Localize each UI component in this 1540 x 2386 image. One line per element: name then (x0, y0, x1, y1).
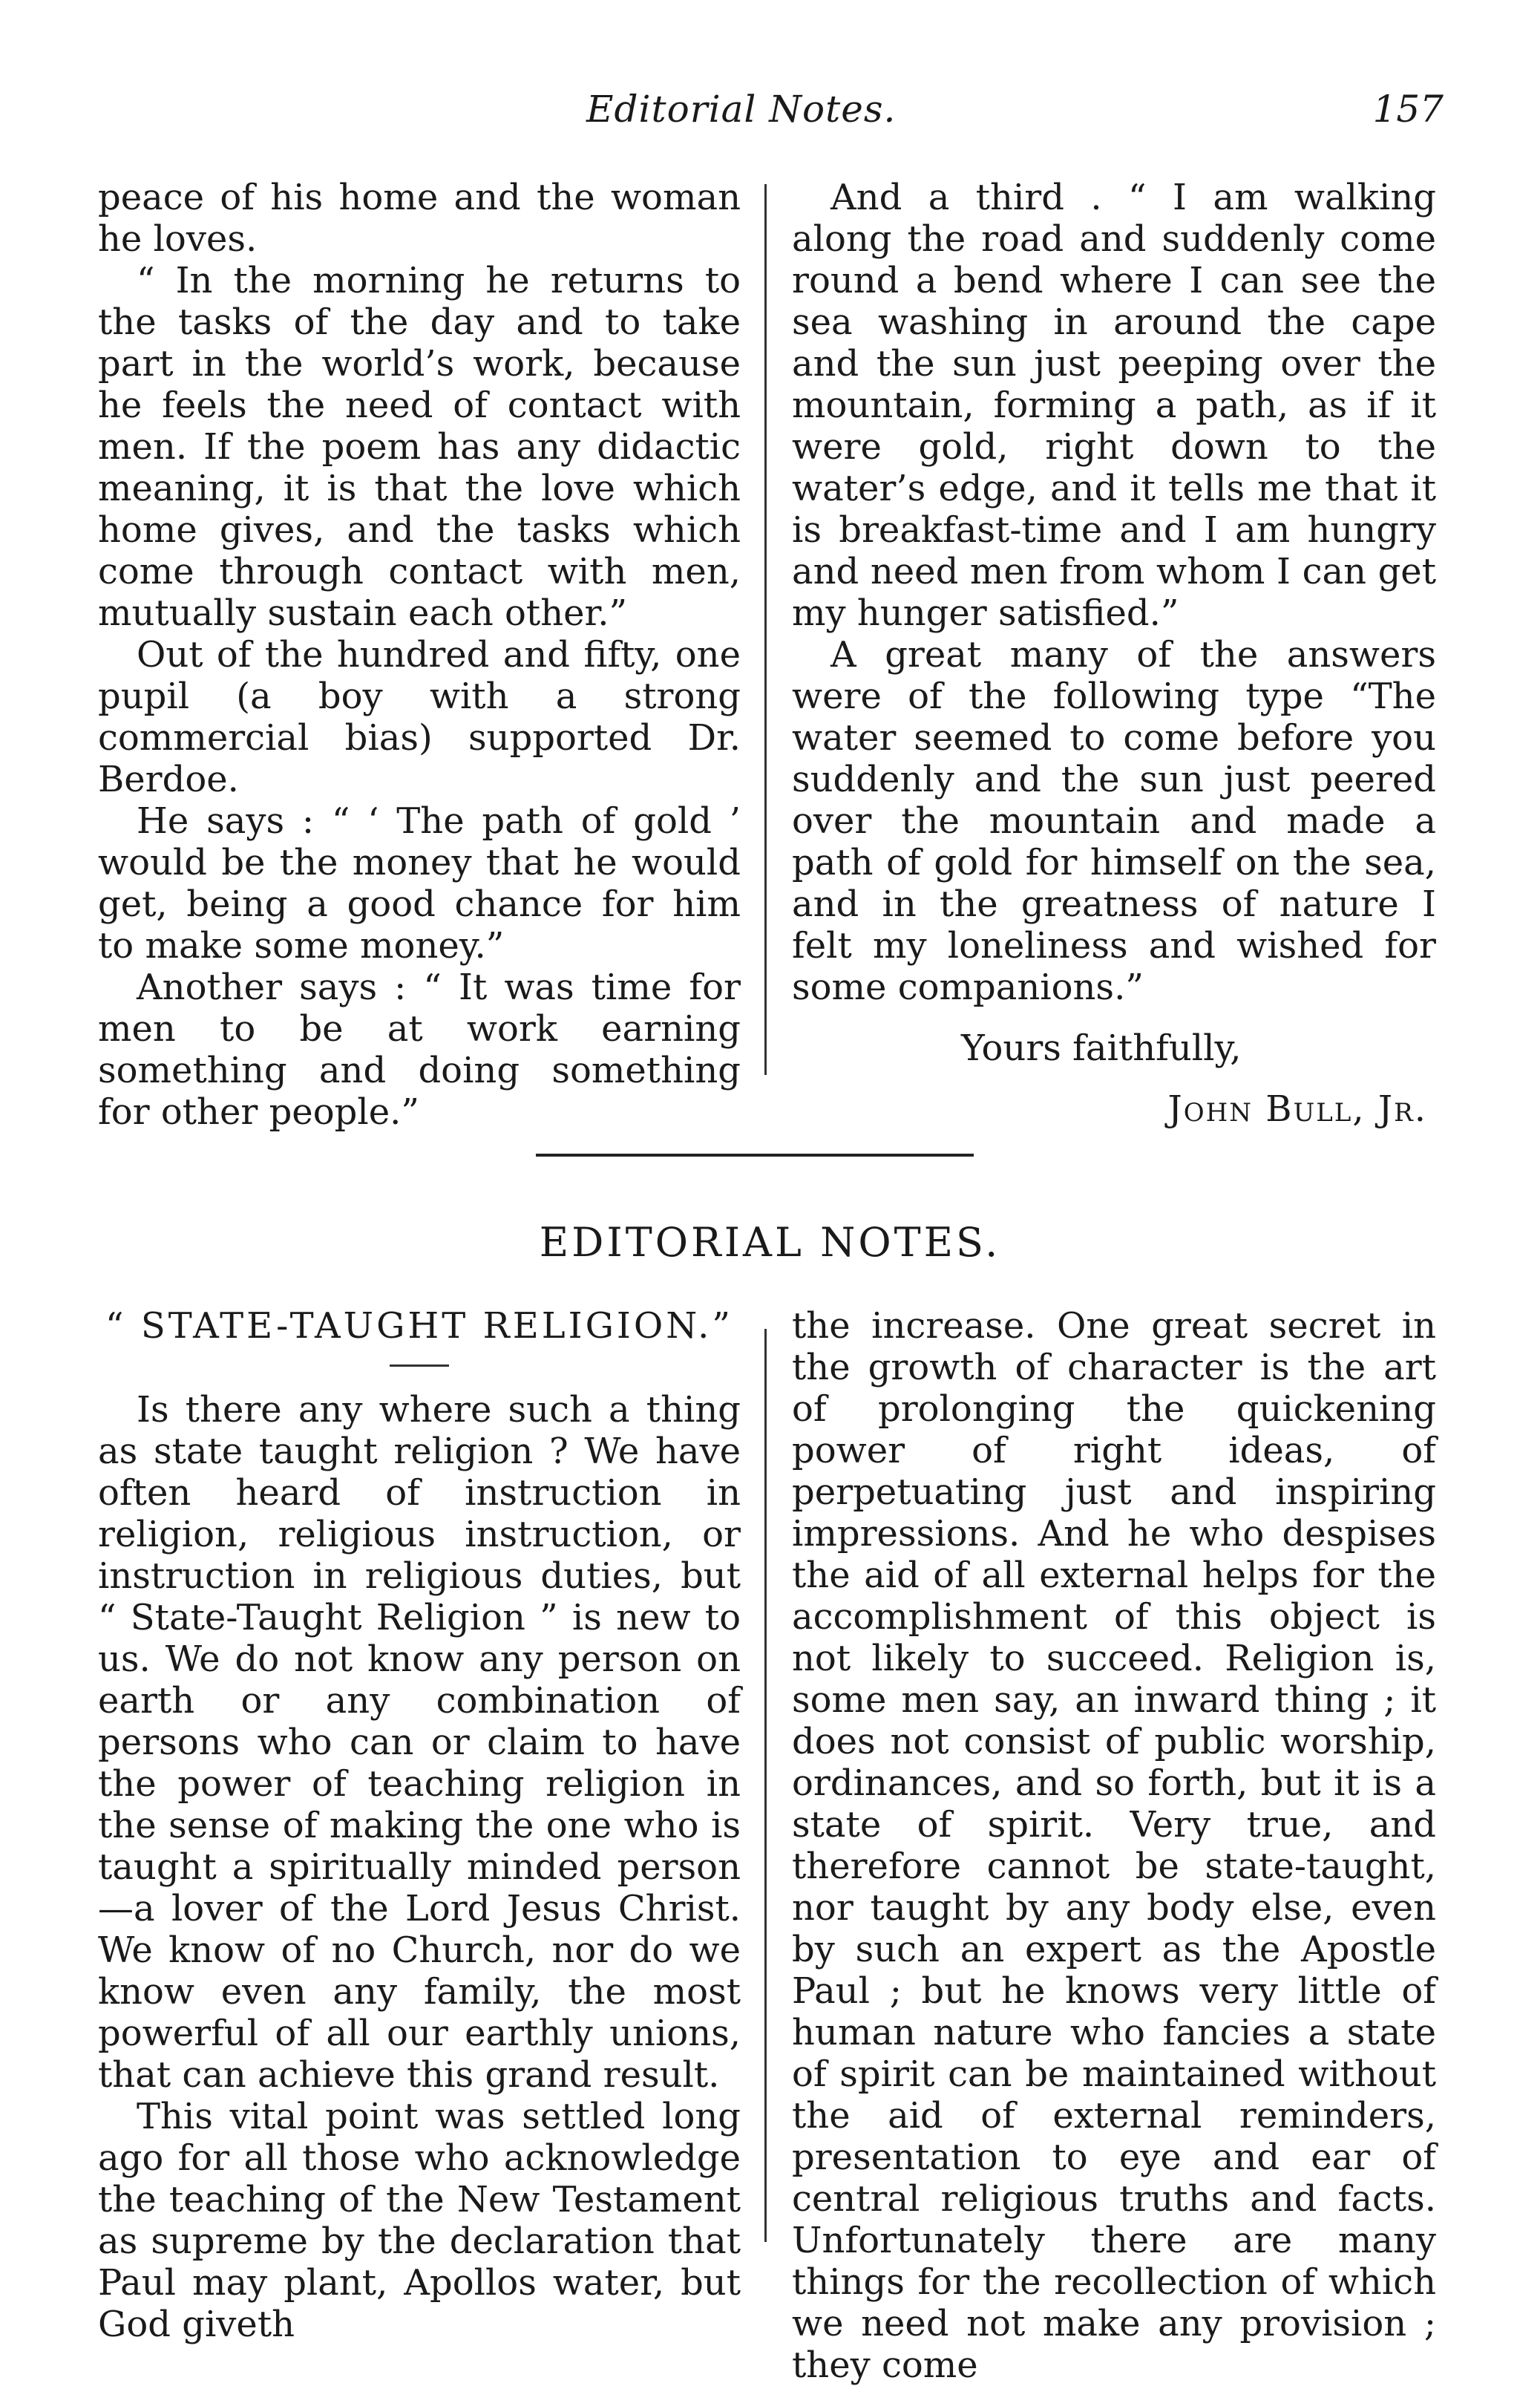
letter-right-column (792, 177, 1436, 1130)
letter-paragraph: And a third . “ I am walking along the road and suddenly come round a bend where I can see the sea washing in around the cape and the sun just peeping over the mountain, forming a path, as if it were gold, right down to the water’s edge, and it tells me that it is breakfast-time and I am hungry and need men from whom I can get my hunger satisfied.” (792, 177, 1436, 634)
heading-rule (390, 1364, 449, 1367)
section-title: EDITORIAL NOTES. (539, 1219, 1001, 1266)
letter-closing: Yours faithfully, (961, 1027, 1242, 1069)
letter-signature: John Bull, Jr. (1167, 1088, 1427, 1130)
article-left-column (98, 1305, 741, 2345)
section-divider (536, 1154, 974, 1157)
column-divider (764, 184, 767, 1075)
letter-paragraph: He says : “ ‘ The path of gold ’ would be the money that he would get, being a good chance for him to make some money.” (98, 800, 741, 967)
running-head-title: Editorial Notes. (586, 88, 897, 131)
letter-paragraph: “ In the morning he returns to the tasks of the day and to take part in the world’s work, because he feels the need of contact with men. If the poem has any didactic meaning, it is that the love which home gives, and the tasks which come through contact with men, mutually sustain each other.” (98, 260, 741, 634)
article-heading: “ STATE-TAUGHT RELIGION.” (105, 1305, 733, 1347)
article-paragraph: the increase. One great secret in the growth of character is the art of prolonging the quickening power of right ideas, of perpetuating just and inspiring impressions. And he who despises the aid of all external helps for the accomplishment of this object is not likely to succeed. Religion is, some men say, an inward thing ; it does not consist of public worship, ordinances, and so forth, but it is a state of spirit. Very true, and therefore cannot be state-taught, nor taught by any body else, even by such an expert as the Apostle Paul ; but he knows very little of human nature who fancies a state of spirit can be maintained without the aid of external reminders, presentation to eye and ear of central religious truths and facts. Unfortunately there are many things for the recollection of which we need not make any provision ; they come (792, 1305, 1436, 2386)
letter-paragraph: A great many of the answers were of the following type “The water seemed to come before you suddenly and the sun just peered over the mountain and made a path of gold for himself on the sea, and in the greatness of nature I felt my loneliness and wished for some companions.” (792, 634, 1436, 1008)
page-number: 157 (1372, 88, 1444, 131)
letter-paragraph: Out of the hundred and fifty, one pupil (a boy with a strong commercial bias) supported Dr. Berdoe. (98, 634, 741, 800)
letter-paragraph: peace of his home and the woman he loves. (98, 177, 741, 260)
article-paragraph: Is there any where such a thing as state taught religion ? We have often heard of instruction in religion, religious instruction, or instruction in religious duties, but “ State-Taught Religion ” is new to us. We do not know any person on earth or any combination of persons who can or claim to have the power of teaching religion in the sense of making the one who is taught a spiritually minded person—a lover of the Lord Jesus Christ. We know of no Church, nor do we know even any family, the most powerful of all our earthly unions, that can achieve this grand result. (98, 1389, 741, 2096)
article-right-column (792, 1305, 1436, 2386)
article-paragraph: This vital point was settled long ago for all those who acknowledge the teaching of the New Testament as supreme by the declaration that Paul may plant, Apollos water, but God giveth (98, 2096, 741, 2345)
column-divider (764, 1329, 767, 2242)
running-head (0, 88, 1540, 140)
letter-left-column (98, 177, 741, 1133)
letter-paragraph: Another says : “ It was time for men to be at work earning something and doing something for other people.” (98, 967, 741, 1133)
